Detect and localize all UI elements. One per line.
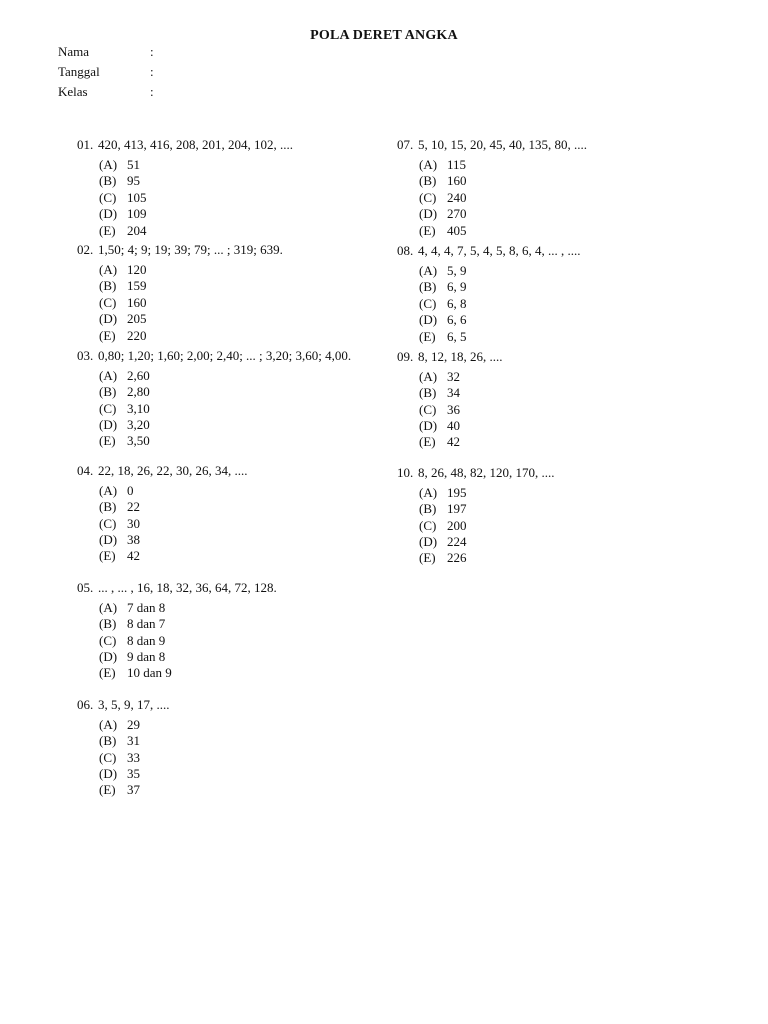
option-value: 42 bbox=[447, 434, 460, 450]
option-letter: (D) bbox=[419, 206, 438, 222]
option-b[interactable] bbox=[99, 278, 377, 294]
option-a[interactable] bbox=[99, 717, 377, 733]
option-a[interactable] bbox=[419, 157, 697, 173]
question-text: 0,80; 1,20; 1,60; 2,00; 2,40; ... ; 3,20; 3,60; 4,00. bbox=[98, 347, 352, 363]
option-letter: (E) bbox=[99, 782, 116, 798]
option-e[interactable] bbox=[99, 548, 377, 564]
question-number: 03. bbox=[77, 347, 94, 363]
question-09 bbox=[397, 349, 697, 451]
option-value: 38 bbox=[127, 532, 140, 548]
option-value: 30 bbox=[127, 515, 140, 531]
option-e[interactable] bbox=[99, 665, 377, 681]
option-list bbox=[99, 262, 377, 344]
option-letter: (D) bbox=[99, 648, 118, 664]
option-value: 240 bbox=[447, 189, 467, 205]
option-letter: (C) bbox=[419, 517, 437, 533]
option-value: 8 dan 9 bbox=[127, 632, 166, 648]
option-e[interactable] bbox=[99, 433, 377, 449]
question-text: 22, 18, 26, 22, 30, 26, 34, .... bbox=[98, 462, 248, 478]
option-value: 9 dan 8 bbox=[127, 648, 166, 664]
question-08 bbox=[397, 243, 697, 345]
option-list bbox=[99, 368, 377, 450]
question-text: 420, 413, 416, 208, 201, 204, 102, .... bbox=[98, 137, 293, 152]
option-letter: (D) bbox=[99, 417, 118, 433]
question-number: 07. bbox=[397, 137, 414, 152]
question-number: 02. bbox=[77, 241, 94, 257]
option-value: 6, 9 bbox=[447, 279, 467, 295]
option-b[interactable] bbox=[419, 385, 697, 401]
field-label: Nama bbox=[58, 44, 90, 59]
option-c[interactable] bbox=[99, 633, 377, 649]
option-letter: (D) bbox=[99, 765, 118, 781]
page-title: POLA DERET ANGKA bbox=[310, 28, 458, 43]
option-letter: (D) bbox=[419, 312, 438, 328]
option-value: 226 bbox=[447, 550, 467, 566]
option-letter: (B) bbox=[419, 279, 437, 295]
option-d[interactable] bbox=[99, 766, 377, 782]
option-value: 224 bbox=[447, 534, 467, 550]
option-letter: (C) bbox=[99, 749, 117, 765]
student-info-fields bbox=[58, 42, 154, 102]
option-b[interactable] bbox=[99, 499, 377, 515]
option-value: 195 bbox=[447, 484, 467, 500]
option-letter: (A) bbox=[419, 262, 438, 278]
question-text: 1,50; 4; 9; 19; 39; 79; ... ; 319; 639. bbox=[98, 241, 283, 257]
option-value: 31 bbox=[127, 733, 140, 749]
option-d[interactable] bbox=[419, 418, 697, 434]
option-value: 105 bbox=[127, 189, 147, 205]
option-letter: (E) bbox=[99, 222, 116, 238]
option-letter: (B) bbox=[99, 278, 117, 294]
option-list bbox=[99, 483, 377, 565]
option-b[interactable] bbox=[99, 733, 377, 749]
option-value: 6, 6 bbox=[447, 312, 467, 328]
option-value: 160 bbox=[127, 294, 147, 310]
option-list bbox=[99, 157, 377, 239]
option-c[interactable] bbox=[419, 402, 697, 418]
option-value: 22 bbox=[127, 499, 140, 515]
option-d[interactable] bbox=[99, 532, 377, 548]
question-number: 08. bbox=[397, 242, 414, 258]
option-letter: (A) bbox=[419, 368, 438, 384]
option-letter: (B) bbox=[99, 616, 117, 632]
option-value: 33 bbox=[127, 749, 140, 765]
option-letter: (A) bbox=[99, 716, 118, 732]
option-a[interactable] bbox=[419, 369, 697, 385]
option-list bbox=[99, 600, 377, 682]
option-c[interactable] bbox=[99, 401, 377, 417]
option-value: 32 bbox=[447, 368, 460, 384]
option-letter: (B) bbox=[99, 733, 117, 749]
question-number: 04. bbox=[77, 462, 94, 478]
option-a[interactable] bbox=[99, 157, 377, 173]
option-d[interactable] bbox=[419, 312, 697, 328]
question-text: 5, 10, 15, 20, 45, 40, 135, 80, .... bbox=[418, 137, 587, 152]
option-value: 200 bbox=[447, 517, 467, 533]
option-value: 42 bbox=[127, 548, 140, 564]
question-04 bbox=[77, 463, 377, 565]
option-letter: (D) bbox=[99, 206, 118, 222]
question-text: ... , ... , 16, 18, 32, 36, 64, 72, 128. bbox=[98, 579, 277, 595]
option-letter: (C) bbox=[419, 189, 437, 205]
field-separator: : bbox=[150, 84, 154, 99]
option-e[interactable] bbox=[419, 434, 697, 450]
option-letter: (B) bbox=[419, 501, 437, 517]
option-value: 120 bbox=[127, 261, 147, 277]
question-01 bbox=[77, 137, 377, 239]
option-a[interactable] bbox=[99, 600, 377, 616]
field-label: Kelas bbox=[58, 84, 88, 99]
question-number: 01. bbox=[77, 137, 94, 152]
right-question-column bbox=[397, 137, 697, 567]
option-a[interactable] bbox=[99, 368, 377, 384]
question-07 bbox=[397, 137, 697, 239]
option-value: 2,80 bbox=[127, 384, 150, 400]
option-value: 36 bbox=[447, 401, 460, 417]
option-d[interactable] bbox=[99, 206, 377, 222]
field-separator: : bbox=[150, 64, 154, 79]
question-text: 8, 26, 48, 82, 120, 170, .... bbox=[418, 464, 555, 480]
option-c[interactable] bbox=[99, 190, 377, 206]
option-value: 6, 8 bbox=[447, 295, 467, 311]
option-letter: (E) bbox=[99, 548, 116, 564]
option-b[interactable] bbox=[419, 501, 697, 517]
option-value: 10 dan 9 bbox=[127, 665, 172, 681]
option-d[interactable] bbox=[99, 649, 377, 665]
option-letter: (B) bbox=[99, 384, 117, 400]
option-letter: (A) bbox=[99, 261, 118, 277]
option-value: 7 dan 8 bbox=[127, 599, 166, 615]
option-letter: (B) bbox=[99, 499, 117, 515]
option-letter: (A) bbox=[99, 157, 118, 172]
option-b[interactable] bbox=[99, 616, 377, 632]
option-value: 29 bbox=[127, 716, 140, 732]
option-b[interactable] bbox=[99, 384, 377, 400]
question-text: 3, 5, 9, 17, .... bbox=[98, 696, 170, 712]
option-value: 0 bbox=[127, 482, 134, 498]
option-value: 270 bbox=[447, 206, 467, 222]
option-letter: (D) bbox=[419, 534, 438, 550]
option-c[interactable] bbox=[99, 750, 377, 766]
option-value: 95 bbox=[127, 173, 140, 189]
option-letter: (E) bbox=[419, 328, 436, 344]
field-separator: : bbox=[150, 44, 154, 59]
question-06 bbox=[77, 697, 377, 799]
option-list bbox=[419, 263, 697, 345]
field-kelas bbox=[58, 82, 154, 102]
option-b[interactable] bbox=[99, 173, 377, 189]
option-d[interactable] bbox=[99, 417, 377, 433]
option-value: 5, 9 bbox=[447, 262, 467, 278]
question-number: 10. bbox=[397, 464, 414, 480]
question-text: 4, 4, 4, 7, 5, 4, 5, 8, 6, 4, ... , .... bbox=[418, 242, 581, 258]
field-tanggal bbox=[58, 62, 154, 82]
option-c[interactable] bbox=[419, 518, 697, 534]
option-letter: (C) bbox=[99, 294, 117, 310]
option-letter: (D) bbox=[99, 532, 118, 548]
option-e[interactable] bbox=[99, 223, 377, 239]
option-letter: (A) bbox=[99, 599, 118, 615]
option-e[interactable] bbox=[99, 782, 377, 798]
option-letter: (C) bbox=[419, 401, 437, 417]
option-value: 3,10 bbox=[127, 400, 150, 416]
option-value: 8 dan 7 bbox=[127, 616, 166, 632]
option-value: 159 bbox=[127, 278, 147, 294]
option-value: 6, 5 bbox=[447, 328, 467, 344]
option-letter: (E) bbox=[99, 327, 116, 343]
option-list bbox=[419, 157, 697, 239]
option-d[interactable] bbox=[99, 311, 377, 327]
option-value: 109 bbox=[127, 206, 147, 222]
question-number: 09. bbox=[397, 348, 414, 364]
option-letter: (A) bbox=[99, 367, 118, 383]
question-03 bbox=[77, 348, 377, 450]
question-02 bbox=[77, 242, 377, 344]
option-b[interactable] bbox=[419, 173, 697, 189]
option-value: 40 bbox=[447, 418, 460, 434]
option-letter: (C) bbox=[99, 189, 117, 205]
option-e[interactable] bbox=[419, 329, 697, 345]
option-letter: (C) bbox=[99, 515, 117, 531]
option-value: 115 bbox=[447, 157, 467, 172]
option-c[interactable] bbox=[419, 190, 697, 206]
option-a[interactable] bbox=[419, 263, 697, 279]
option-value: 35 bbox=[127, 765, 140, 781]
option-d[interactable] bbox=[419, 206, 697, 222]
question-05 bbox=[77, 580, 377, 682]
question-number: 06. bbox=[77, 696, 94, 712]
option-value: 51 bbox=[127, 157, 140, 172]
option-c[interactable] bbox=[419, 296, 697, 312]
option-value: 34 bbox=[447, 385, 460, 401]
option-letter: (E) bbox=[99, 433, 116, 449]
question-number: 05. bbox=[77, 579, 94, 595]
field-label: Tanggal bbox=[58, 64, 100, 79]
option-value: 37 bbox=[127, 782, 140, 798]
option-d[interactable] bbox=[419, 534, 697, 550]
option-letter: (B) bbox=[419, 173, 437, 189]
option-letter: (C) bbox=[419, 295, 437, 311]
option-value: 3,50 bbox=[127, 433, 150, 449]
option-letter: (A) bbox=[99, 482, 118, 498]
option-list bbox=[419, 369, 697, 451]
option-list bbox=[99, 717, 377, 799]
option-letter: (E) bbox=[419, 222, 436, 238]
option-c[interactable] bbox=[99, 516, 377, 532]
option-letter: (C) bbox=[99, 632, 117, 648]
option-letter: (A) bbox=[419, 484, 438, 500]
option-value: 2,60 bbox=[127, 367, 150, 383]
option-letter: (B) bbox=[419, 385, 437, 401]
option-e[interactable] bbox=[419, 550, 697, 566]
option-b[interactable] bbox=[419, 279, 697, 295]
option-value: 160 bbox=[447, 173, 467, 189]
option-letter: (E) bbox=[419, 550, 436, 566]
option-letter: (B) bbox=[99, 173, 117, 189]
option-letter: (A) bbox=[419, 157, 438, 172]
field-nama bbox=[58, 42, 154, 62]
option-letter: (D) bbox=[99, 311, 118, 327]
option-e[interactable] bbox=[99, 328, 377, 344]
option-value: 405 bbox=[447, 222, 467, 238]
option-value: 3,20 bbox=[127, 417, 150, 433]
option-a[interactable] bbox=[419, 485, 697, 501]
option-letter: (C) bbox=[99, 400, 117, 416]
option-list bbox=[419, 485, 697, 567]
question-text: 8, 12, 18, 26, .... bbox=[418, 348, 503, 364]
option-c[interactable] bbox=[99, 295, 377, 311]
option-letter: (E) bbox=[99, 665, 116, 681]
option-a[interactable] bbox=[99, 262, 377, 278]
option-value: 220 bbox=[127, 327, 147, 343]
option-value: 197 bbox=[447, 501, 467, 517]
option-letter: (D) bbox=[419, 418, 438, 434]
option-a[interactable] bbox=[99, 483, 377, 499]
left-question-column bbox=[77, 137, 377, 799]
question-10 bbox=[397, 465, 697, 567]
option-e[interactable] bbox=[419, 223, 697, 239]
option-value: 205 bbox=[127, 311, 147, 327]
option-value: 204 bbox=[127, 222, 147, 238]
option-letter: (E) bbox=[419, 434, 436, 450]
